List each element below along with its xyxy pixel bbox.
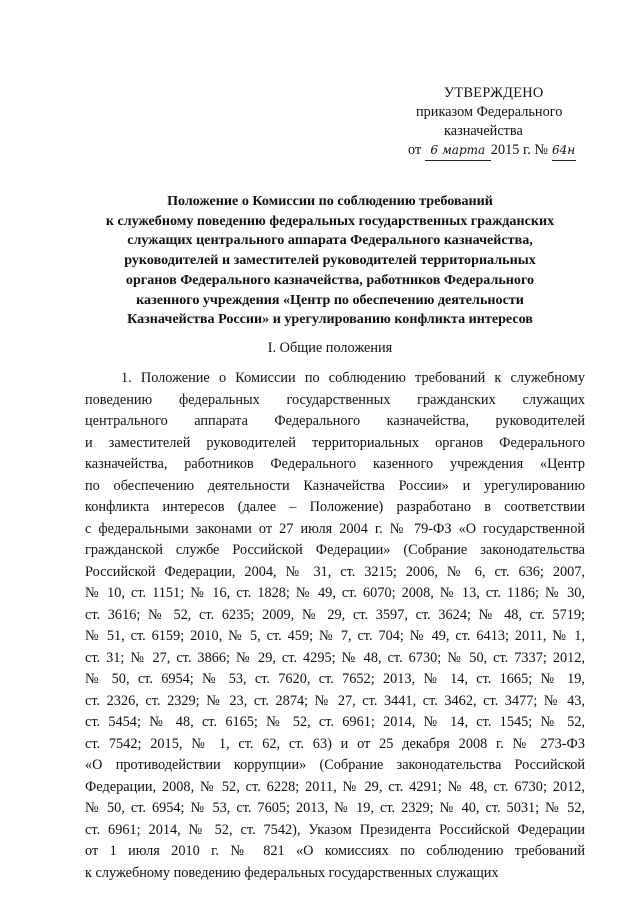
body-line: «О противодействии коррупции» (Собрание законодательства Российской (85, 757, 585, 773)
body-line: конфликта интересов (далее – Положение) разработано в соответствии (85, 499, 585, 515)
title-line: к служебному поведению федеральных государственных гражданских (105, 212, 555, 229)
body-line: № 50, ст. 6954; № 53, ст. 7620, ст. 7652; 2013, № 14, ст. 1665; № 19, (85, 671, 585, 687)
body-line: по обеспечению деятельности Казначейства России» и урегулированию (85, 477, 585, 494)
body-line: ст. 6961; 2014, № 52, ст. 7542), Указом Президента Российской Федерации (85, 821, 585, 838)
title-line: служащих центрального аппарата Федерального казначейства, (127, 232, 533, 249)
body-line: Федерации, 2008, № 52, ст. 6228; 2011, № 29, ст. 4291; № 48, ст. 6730; 2012, (85, 778, 585, 795)
body-text (85, 368, 585, 884)
date-prefix: от (408, 142, 422, 158)
body-line: ст. 5454; № 48, ст. 6165; № 52, ст. 6961; 2014, № 14, ст. 1545; № 52, (85, 714, 585, 730)
approval-heading: УТВЕРЖДЕНО (444, 85, 544, 101)
body-line: ст. 3616; № 52, ст. 6235; 2009, № 29, ст. 3597, ст. 3624; № 48, ст. 5719; (85, 606, 585, 623)
body-line: и заместителей руководителей территориальных органов Федерального (85, 434, 585, 451)
approval-order-line: приказом Федерального (416, 104, 563, 120)
body-line: гражданской службе Российской Федерации» (Собрание законодательства (85, 542, 585, 558)
title-line: Положение о Комиссии по соблюдению требований (167, 193, 493, 209)
title-line: органов Федерального казначейства, работников Федерального (125, 271, 535, 288)
section-heading: I. Общие положения (267, 340, 393, 356)
body-line: ст. 31; № 27, ст. 3866; № 29, ст. 4295; № 48, ст. 6730; № 50, ст. 7337; 2012, (85, 649, 585, 666)
approval-date-line (392, 141, 592, 161)
title-line: руководителей и заместителей руководителей территориальных (124, 252, 536, 269)
body-line: с федеральными законами от 27 июля 2004 г. № 79-ФЗ «О государственной (85, 520, 585, 537)
body-line: № 10, ст. 1151; № 16, ст. 1828; № 49, ст. 6070; 2008, № 13, ст. 1186; № 30, (85, 585, 585, 601)
document-title (64, 192, 596, 330)
body-line: к служебному поведению федеральных государственных служащих (85, 864, 499, 881)
handwritten-order-number: 64н (552, 141, 576, 161)
body-line: 1. Положение о Комиссии по соблюдению требований к служебному (121, 370, 585, 386)
body-line: центрального аппарата Федерального казначейства, руководителей (85, 413, 585, 429)
body-line: ст. 2326, ст. 2329; № 23, ст. 2874; № 27, ст. 3441, ст. 3462, ст. 3477; № 43, (85, 692, 585, 709)
title-line: Казначейства России» и урегулированию конфликта интересов (127, 311, 533, 328)
approval-treasury-line: казначейства (444, 123, 523, 139)
body-line: ст. 7542; 2015, № 1, ст. 62, ст. 63) и от 25 декабря 2008 г. № 273-ФЗ (85, 735, 585, 752)
body-line: Российской Федерации, 2004, № 31, ст. 3215; 2006, № 6, ст. 636; 2007, (85, 563, 585, 580)
approval-block (392, 84, 592, 161)
date-suffix: 2015 г. № (490, 142, 549, 158)
body-line: № 51, ст. 6159; 2010, № 5, ст. 459; № 7, ст. 704; № 49, ст. 6413; 2011, № 1, (85, 628, 585, 644)
body-line: от 1 июля 2010 г. № 821 «О комиссиях по соблюдению требований (85, 843, 585, 859)
title-line: казенного учреждения «Центр по обеспечению деятельности (136, 291, 524, 308)
body-line: поведению федеральных государственных гражданских служащих (85, 391, 585, 408)
body-line: № 50, ст. 6954; № 53, ст. 7605; 2013, № 19, ст. 2329; № 40, ст. 5031; № 52, (85, 800, 585, 816)
body-line: казначейства, работников Федерального казенного учреждения «Центр (85, 456, 585, 472)
handwritten-date: 6 марта (425, 141, 491, 161)
